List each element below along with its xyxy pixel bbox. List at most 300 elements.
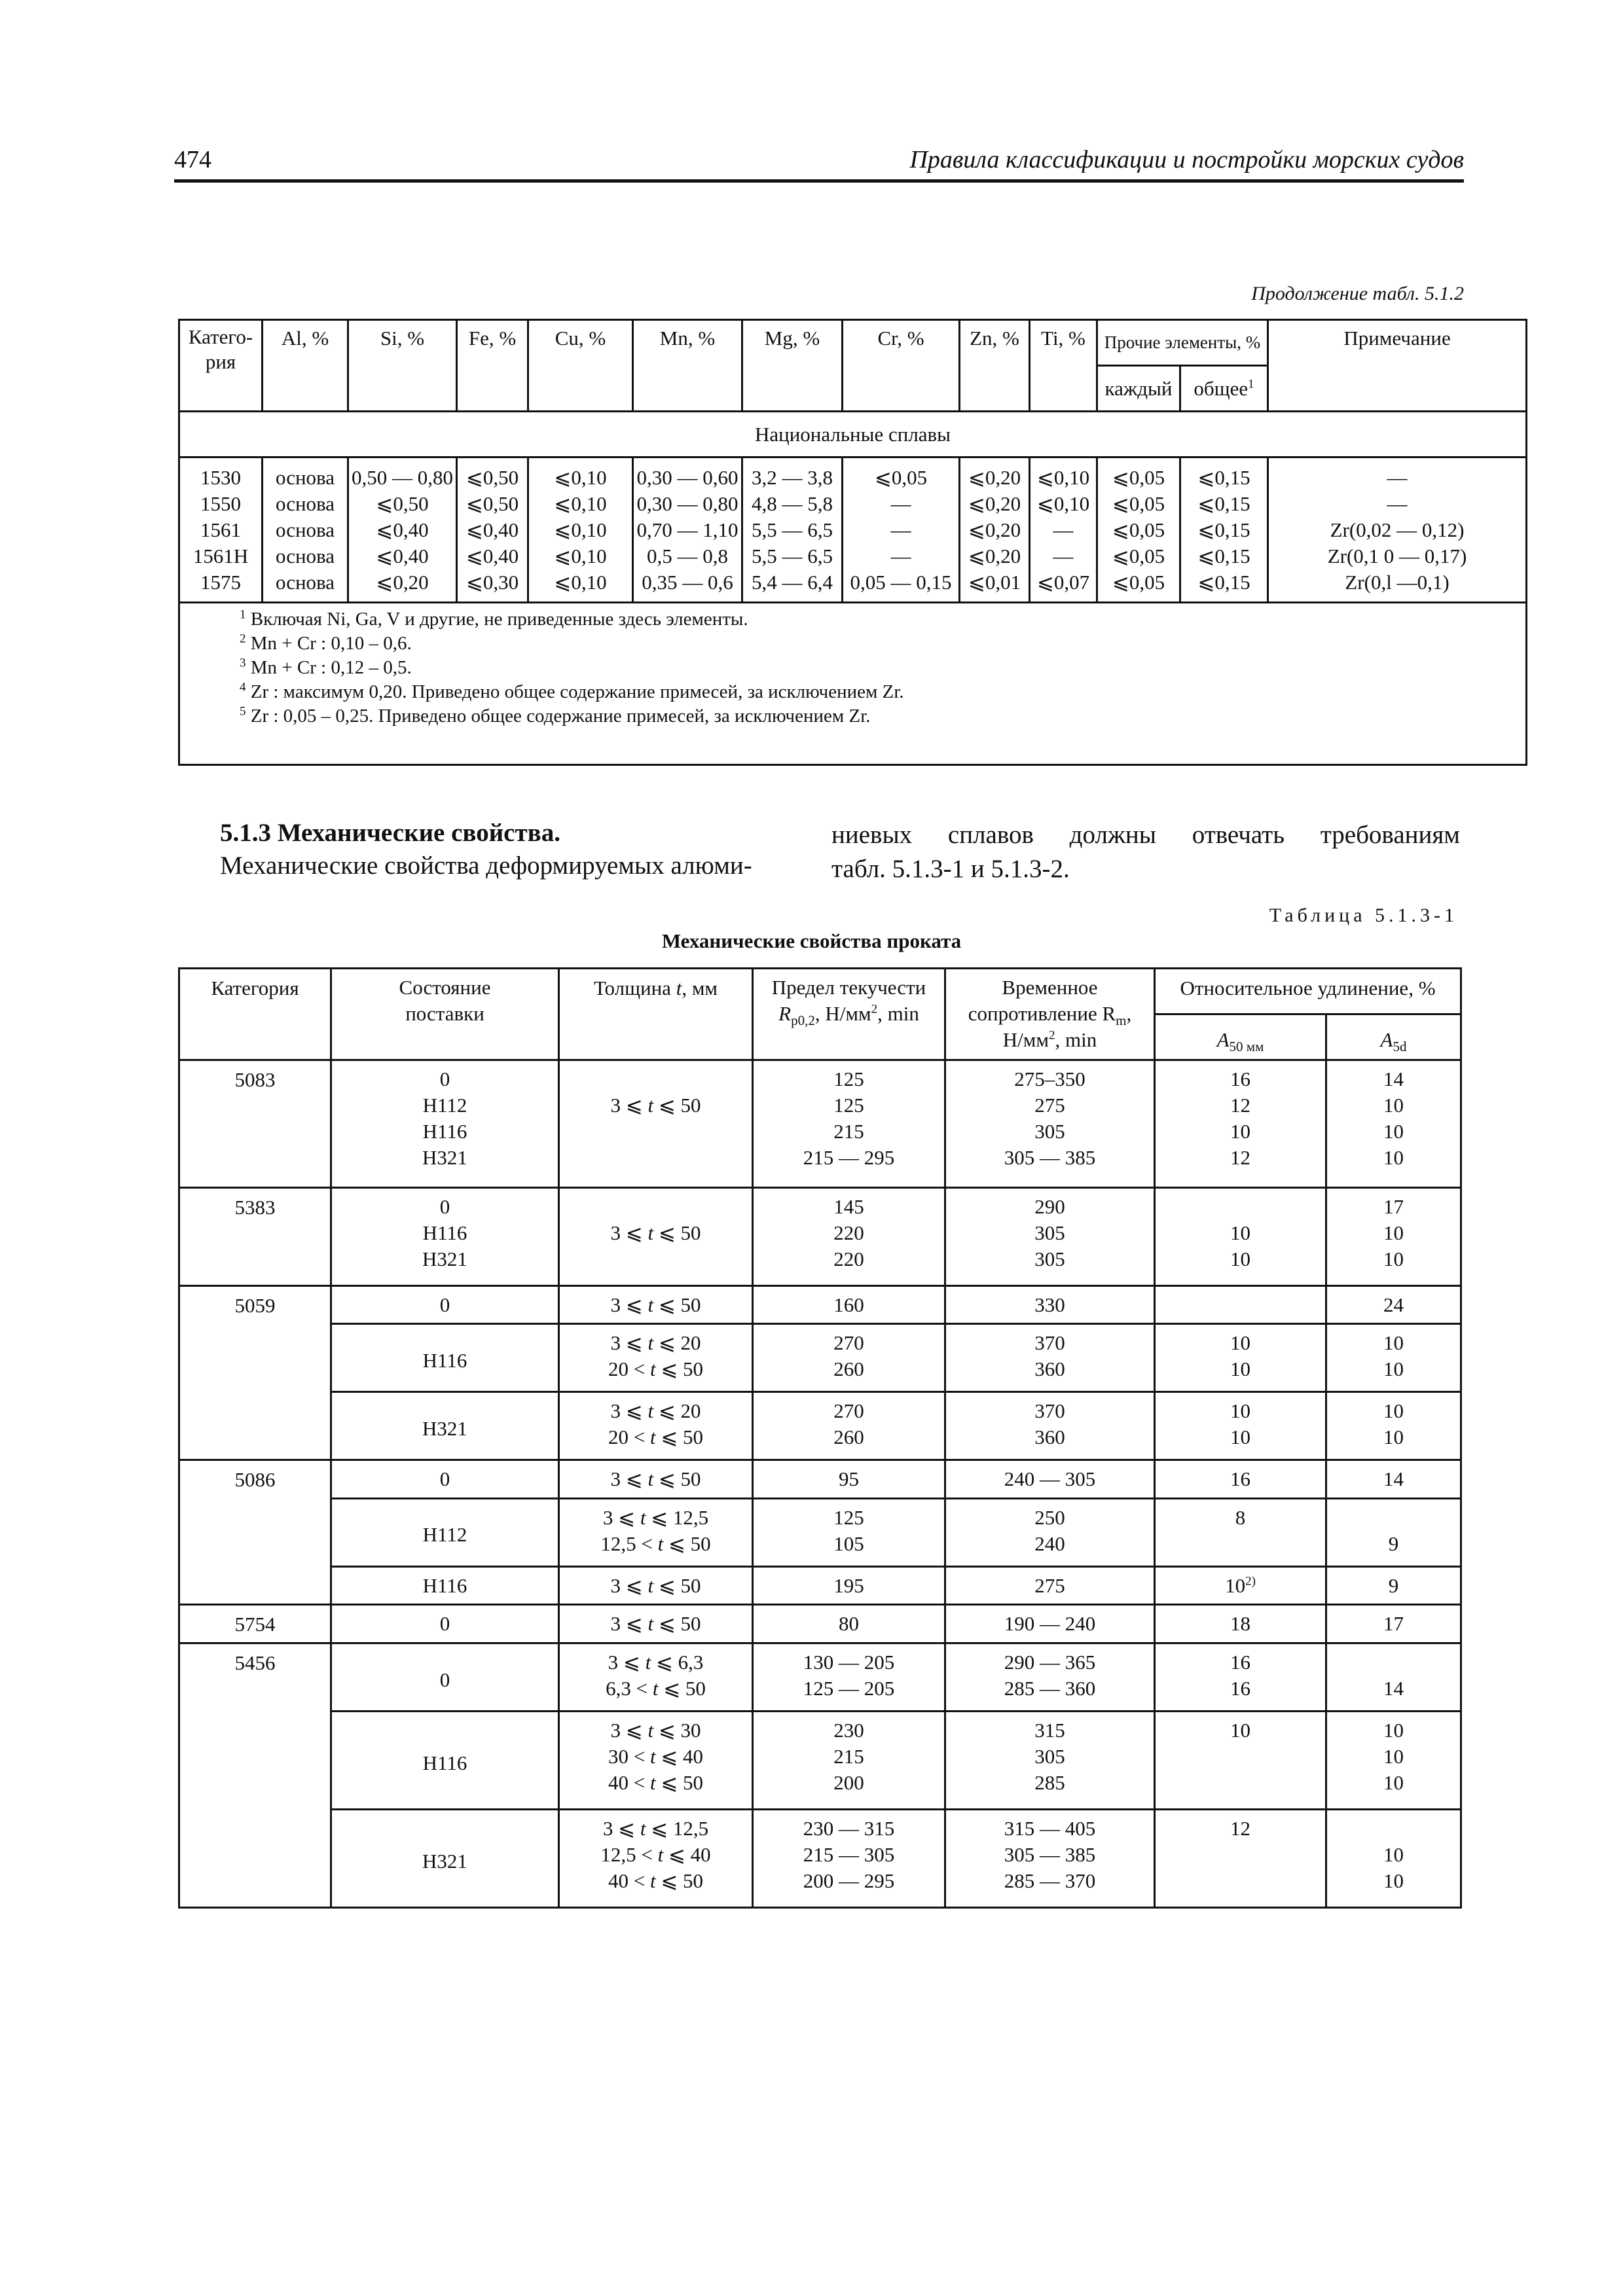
cell-line: 160 <box>833 1293 864 1317</box>
composition-value: — <box>1387 466 1408 489</box>
table-caption: Механические свойства проката <box>661 929 962 952</box>
thickness-cell <box>559 1392 753 1460</box>
cell-line: 12 <box>1230 1817 1250 1840</box>
tensile-unit-power: 2 <box>1049 1028 1055 1043</box>
a5d-subscript: 5d <box>1393 1039 1407 1055</box>
elongation-a5d-cell <box>1326 1712 1461 1810</box>
table-row <box>179 1712 1461 1810</box>
state-cell <box>331 1286 559 1324</box>
state-cell <box>331 1605 559 1643</box>
cell-line: 0 <box>439 1612 450 1635</box>
elongation-a50-cell <box>1155 1188 1326 1286</box>
cell-line: 0 <box>439 1467 450 1491</box>
state-cell <box>331 1188 559 1286</box>
cell-line <box>1158 1770 1323 1796</box>
cell-line: 10 <box>1230 1331 1250 1355</box>
elongation-a50-cell <box>1155 1566 1326 1604</box>
col-header-state <box>331 969 559 1060</box>
col-header-total-label: общее <box>1194 377 1249 400</box>
composition-value: — <box>890 545 911 567</box>
col-header-category: Катего-рия <box>179 320 263 412</box>
yield-unit: , Н/мм <box>814 1002 871 1025</box>
col-header-elongation: Относительное удлинение, % <box>1155 969 1461 1014</box>
state-cell <box>331 1324 559 1392</box>
yield-subscript: p0,2 <box>791 1013 815 1029</box>
elongation-a5d-cell <box>1326 1810 1461 1908</box>
composition-value: ⩽0,40 <box>465 545 519 567</box>
cell-line: 200 <box>833 1771 864 1795</box>
cell-line: 3 ⩽ t ⩽ 6,3 <box>608 1651 704 1674</box>
composition-value: 1561 <box>200 518 241 541</box>
note-col <box>1268 457 1527 603</box>
cell-line: 145 <box>833 1195 864 1219</box>
table-continuation-label: Продолжение табл. 5.1.2 <box>1251 283 1464 304</box>
cell-line: 0 <box>439 1293 450 1317</box>
yield-strength-cell <box>753 1324 945 1392</box>
cell-line: 3 ⩽ t ⩽ 12,5 <box>602 1505 709 1529</box>
yield-strength-cell <box>753 1460 945 1498</box>
cell-line: 14 <box>1383 1677 1404 1700</box>
composition-value: 5,5 — 6,5 <box>752 545 833 567</box>
composition-value: 0,30 — 0,60 <box>636 466 739 489</box>
col-header-each: каждый <box>1097 366 1180 412</box>
cell-line: 40 < t ⩽ 50 <box>608 1869 704 1893</box>
composition-value: ⩽0,05 <box>1112 571 1165 594</box>
cell-line: 0 <box>439 1195 450 1219</box>
tensile-label: сопротивление R <box>968 1002 1116 1025</box>
composition-value: ⩽0,05 <box>1112 492 1165 515</box>
cell-line: 305 — 385 <box>1004 1146 1096 1169</box>
elongation-a5d-cell <box>1326 1460 1461 1498</box>
cell-line: 0 <box>439 1668 450 1691</box>
footnote-mark: 4 <box>240 680 246 694</box>
composition-value: 3,2 — 3,8 <box>752 466 833 489</box>
tensile-strength-cell <box>945 1605 1155 1643</box>
table-row <box>179 1643 1461 1712</box>
yield-strength-cell <box>753 1605 945 1643</box>
cell-footnote-mark: 2) <box>1245 1574 1256 1588</box>
thickness-variable: t <box>647 1719 654 1742</box>
composition-value: Zr(0,l —0,1) <box>1345 571 1450 594</box>
thickness-cell <box>559 1566 753 1604</box>
col-header-cu: Cu, % <box>528 320 633 412</box>
cell-line: 6,3 < t ⩽ 50 <box>606 1677 706 1700</box>
cell-line: 215 — 295 <box>803 1146 895 1169</box>
elongation-a5d-cell <box>1326 1566 1461 1604</box>
cell-line: 10 <box>1383 1745 1404 1768</box>
thickness-variable: t <box>647 1399 654 1423</box>
cell-line: 14 <box>1383 1067 1404 1090</box>
cell-line: 10 <box>1230 1221 1250 1245</box>
col-header-total <box>1180 366 1268 412</box>
section-lead-text: Механические свойства деформируемых алюми- <box>220 852 752 880</box>
col-header-fe: Fe, % <box>457 320 528 412</box>
cell-line: 215 <box>833 1120 864 1143</box>
cell-line: 20 < t ⩽ 50 <box>608 1357 704 1381</box>
elongation-a50-cell <box>1155 1643 1326 1712</box>
cell-line <box>1158 1531 1323 1557</box>
state-cell <box>331 1712 559 1810</box>
a50-subscript: 50 мм <box>1229 1039 1264 1055</box>
cell-line: 200 — 295 <box>803 1869 895 1893</box>
composition-value: основа <box>275 492 335 515</box>
tensile-strength-cell <box>945 1498 1155 1566</box>
elongation-a5d-cell <box>1326 1324 1461 1392</box>
cell-line: Н116 <box>422 1751 467 1774</box>
composition-value: Zr(0,02 — 0,12) <box>1330 518 1465 541</box>
thickness-cell <box>559 1712 753 1810</box>
cell-line: 305 — 385 <box>1004 1843 1096 1867</box>
composition-value: — <box>1053 545 1074 567</box>
cell-line: 215 <box>833 1745 864 1768</box>
cell-line: 3 ⩽ t ⩽ 20 <box>610 1331 701 1355</box>
cell-line: Н116 <box>422 1120 467 1143</box>
category-cell: 5456 <box>179 1643 331 1908</box>
cell-line: 12 <box>1230 1094 1250 1117</box>
section-heading: 5.1.3 Механические свойства. <box>220 819 560 847</box>
cell-line: 125 <box>833 1505 864 1529</box>
composition-value: 1575 <box>200 571 241 594</box>
cell-line: Н112 <box>422 1094 467 1117</box>
cell-line: 14 <box>1383 1467 1404 1491</box>
cell-line: 285 — 370 <box>1004 1869 1096 1893</box>
yield-min: , min <box>877 1002 919 1025</box>
cell-line: 275 <box>1034 1573 1065 1597</box>
cell-line: 17 <box>1383 1612 1404 1635</box>
yield-strength-cell <box>753 1643 945 1712</box>
col-header-a5d <box>1326 1014 1461 1060</box>
cell-line: 230 — 315 <box>803 1817 895 1840</box>
col-header-yield <box>753 969 945 1060</box>
col-header-tensile-line-1: Временное <box>1002 976 1098 999</box>
composition-value: ⩽0,40 <box>465 518 519 541</box>
elongation-a50-cell <box>1155 1712 1326 1810</box>
cell-line: 20 < t ⩽ 50 <box>608 1426 704 1449</box>
cell-line: 10 <box>1383 1331 1404 1355</box>
composition-value: ⩽0,07 <box>1036 571 1090 594</box>
thickness-cell <box>559 1460 753 1498</box>
cell-line: 315 <box>1034 1719 1065 1742</box>
tensile-strength-cell <box>945 1712 1155 1810</box>
cell-line: 3 ⩽ t ⩽ 12,5 <box>602 1817 709 1840</box>
thickness-cell <box>559 1060 753 1188</box>
alloy-category-col <box>179 457 263 603</box>
fe-col <box>457 457 528 603</box>
composition-value: 1530 <box>200 466 241 489</box>
yield-strength-cell <box>753 1498 945 1566</box>
cell-line: 10 <box>1230 1120 1250 1143</box>
cell-line: 16 <box>1230 1467 1250 1491</box>
composition-value: ⩽0,15 <box>1197 492 1250 515</box>
tensile-strength-cell <box>945 1460 1155 1498</box>
state-cell <box>331 1643 559 1712</box>
composition-value: ⩽0,15 <box>1197 545 1250 567</box>
composition-value: ⩽0,10 <box>554 492 607 515</box>
composition-value: 0,5 — 0,8 <box>647 545 728 567</box>
tensile-unit: Н/мм <box>1002 1028 1049 1051</box>
cell-line: 260 <box>833 1357 864 1381</box>
cell-line: 250 <box>1034 1505 1065 1529</box>
cell-line: 220 <box>833 1221 864 1245</box>
cell-line: 10 <box>1383 1146 1404 1169</box>
col-header-state-line-2: поставки <box>405 1002 484 1025</box>
cell-line: 18 <box>1230 1612 1250 1635</box>
footnote-mark: 1 <box>240 607 246 622</box>
thickness-variable: t <box>652 1677 659 1700</box>
table-row <box>179 1286 1461 1324</box>
yield-strength-cell <box>753 1188 945 1286</box>
col-header-zn: Zn, % <box>960 320 1030 412</box>
cell-line: Н321 <box>422 1416 467 1440</box>
col-header-mn: Mn, % <box>633 320 742 412</box>
cell-line: 215 — 305 <box>803 1843 895 1867</box>
tensile-strength-cell <box>945 1810 1155 1908</box>
tensile-strength-cell <box>945 1324 1155 1392</box>
footnote: $^5$ Zr : 0,05 – 0,25. Приведено общее содержание примесей, за исключением Zr. <box>240 704 871 726</box>
composition-value: 1561Н <box>192 545 249 567</box>
category-cell: 5086 <box>179 1460 331 1605</box>
col-header-tensile-line-2 <box>948 1001 1152 1027</box>
cell-line: 10 <box>1383 1094 1404 1117</box>
category-cell: 5754 <box>179 1605 331 1643</box>
mg-col <box>742 457 843 603</box>
cell-line: 305 <box>1034 1247 1065 1271</box>
cell-line: 125 — 205 <box>803 1677 895 1700</box>
cell-line: 230 <box>833 1719 864 1742</box>
composition-value: — <box>890 492 911 515</box>
cell-line <box>1158 1744 1323 1770</box>
cell-line: 275 <box>1034 1094 1065 1117</box>
thickness-variable: t <box>649 1357 656 1381</box>
table-label: Таблица 5.1.3-1 <box>1269 905 1458 926</box>
composition-value: ⩽0,10 <box>1036 466 1090 489</box>
cell-line <box>1158 1194 1323 1220</box>
section-row <box>179 412 1527 457</box>
continuation-line-2: табл. 5.1.3-1 и 5.1.3-2. <box>831 855 1070 883</box>
mechanical-properties-table <box>178 967 1462 1909</box>
cell-line <box>1329 1649 1458 1676</box>
cell-line: Н116 <box>422 1221 467 1245</box>
cell-line: 195 <box>833 1573 864 1597</box>
col-header-other-elements: Прочие элементы, % <box>1097 320 1268 366</box>
cell-line: Н321 <box>422 1849 467 1873</box>
thickness-variable: t <box>647 1221 654 1245</box>
cell-line: 285 — 360 <box>1004 1677 1096 1700</box>
page-number: 474 <box>174 146 211 173</box>
running-title: Правила классификации и постройки морских судов <box>909 146 1464 173</box>
composition-value: ⩽0,05 <box>1112 466 1165 489</box>
category-cell: 5083 <box>179 1060 331 1188</box>
other-total-col <box>1180 457 1268 603</box>
col-header-cr: Cr, % <box>843 320 960 412</box>
footnote: $^4$ Zr : максимум 0,20. Приведено общее содержание примесей, за исключением Zr. <box>240 680 904 702</box>
composition-value: 0,70 — 1,10 <box>636 518 739 541</box>
ti-col <box>1030 457 1097 603</box>
thickness-variable: t <box>647 1573 654 1597</box>
cell-line: 10 <box>1230 1247 1250 1271</box>
composition-value: ⩽0,20 <box>968 466 1021 489</box>
composition-value: — <box>890 518 911 541</box>
cell-line: 16 <box>1230 1651 1250 1674</box>
cell-line: 3 ⩽ t ⩽ 50 <box>610 1573 701 1597</box>
thickness-variable: t <box>649 1869 656 1893</box>
thickness-cell <box>559 1810 753 1908</box>
composition-value: ⩽0,20 <box>968 518 1021 541</box>
cell-line: 305 <box>1034 1221 1065 1245</box>
cell-line: 360 <box>1034 1357 1065 1381</box>
cell-line: 95 <box>839 1467 859 1491</box>
elongation-a50-cell <box>1155 1324 1326 1392</box>
cr-col <box>843 457 960 603</box>
composition-value: 0,50 — 0,80 <box>352 466 453 489</box>
cell-line: 16 <box>1230 1677 1250 1700</box>
thickness-cell <box>559 1643 753 1712</box>
cell-line: 3 ⩽ t ⩽ 20 <box>610 1399 701 1423</box>
cell-line <box>1158 1292 1323 1318</box>
cell-line: 12,5 < t ⩽ 50 <box>600 1532 711 1555</box>
a50-symbol: A <box>1216 1028 1230 1051</box>
cell-line: Н116 <box>422 1573 467 1597</box>
footnotes-row <box>179 603 1527 765</box>
cell-line <box>1329 1505 1458 1531</box>
cell-line: 10 <box>1230 1357 1250 1381</box>
yield-strength-cell <box>753 1392 945 1460</box>
category-cell: 5383 <box>179 1188 331 1286</box>
category-cell: 5059 <box>179 1286 331 1460</box>
cell-line <box>1158 1868 1323 1894</box>
thickness-variable: t <box>647 1094 654 1117</box>
col-header-total-footnote: 1 <box>1248 377 1254 391</box>
thickness-variable: t <box>640 1505 646 1529</box>
cell-line: 10 <box>1230 1719 1250 1742</box>
cell-line: 360 <box>1034 1426 1065 1449</box>
continuation-line-1: ниевых сплавов должны отвечать требованиям <box>831 821 1460 849</box>
cell-line: 240 — 305 <box>1004 1467 1096 1491</box>
cell-line: 270 <box>833 1331 864 1355</box>
composition-value: ⩽0,40 <box>376 545 429 567</box>
cell-line: 3 ⩽ t ⩽ 30 <box>610 1719 701 1742</box>
elongation-a5d-cell <box>1326 1188 1461 1286</box>
composition-value: ⩽0,10 <box>554 571 607 594</box>
cell-line: 285 <box>1034 1771 1065 1795</box>
a5d-symbol: A <box>1380 1028 1393 1051</box>
cell-line: 3 ⩽ t ⩽ 50 <box>610 1612 701 1635</box>
thickness-variable: t <box>657 1532 664 1555</box>
composition-value: ⩽0,10 <box>554 545 607 567</box>
cell-line: Н116 <box>422 1348 467 1372</box>
cell-line: 290 <box>1034 1195 1065 1219</box>
composition-value: ⩽0,20 <box>968 492 1021 515</box>
col-header-category: Категория <box>179 969 331 1060</box>
state-cell <box>331 1498 559 1566</box>
si-col <box>348 457 457 603</box>
state-cell <box>331 1566 559 1604</box>
cell-line: 125 <box>833 1067 864 1090</box>
composition-value: ⩽0,20 <box>376 571 429 594</box>
cell-line: 240 <box>1034 1532 1065 1555</box>
state-cell <box>331 1460 559 1498</box>
cell-line: 315 — 405 <box>1004 1817 1096 1840</box>
cell-line: 3 ⩽ t ⩽ 50 <box>610 1094 701 1117</box>
cell-line: Н321 <box>422 1247 467 1271</box>
cell-line: 10 <box>1230 1399 1250 1423</box>
col-header-note: Примечание <box>1268 320 1527 412</box>
cell-line: 3 ⩽ t ⩽ 50 <box>610 1221 701 1245</box>
table-row <box>179 1605 1461 1643</box>
composition-value: 5,5 — 6,5 <box>752 518 833 541</box>
cell-line: 10 <box>1230 1426 1250 1449</box>
composition-value: 0,05 — 0,15 <box>850 571 952 594</box>
cell-line <box>562 1194 750 1220</box>
thickness-variable: t <box>647 1293 654 1317</box>
composition-value: 0,35 — 0,6 <box>642 571 733 594</box>
thickness-cell <box>559 1188 753 1286</box>
cell-line: 10 <box>1383 1719 1404 1742</box>
yield-strength-cell <box>753 1286 945 1324</box>
composition-value: ⩽0,10 <box>554 466 607 489</box>
elongation-a50-cell <box>1155 1605 1326 1643</box>
thickness-cell <box>559 1498 753 1566</box>
composition-value: ⩽0,50 <box>465 492 519 515</box>
col-header-ti: Ti, % <box>1030 320 1097 412</box>
thickness-variable: t <box>649 1426 656 1449</box>
page-header <box>174 145 1464 183</box>
col-header-thickness <box>559 969 753 1060</box>
cell-line <box>1329 1816 1458 1842</box>
cell-line: 105 <box>833 1532 864 1555</box>
cell-line: 260 <box>833 1426 864 1449</box>
yield-strength-cell <box>753 1810 945 1908</box>
composition-value: ⩽0,05 <box>874 466 928 489</box>
cell-line: 10 <box>1383 1221 1404 1245</box>
cell-line: 16 <box>1230 1067 1250 1090</box>
table-row <box>179 1392 1461 1460</box>
composition-value: основа <box>275 466 335 489</box>
cell-line: 10 <box>1383 1869 1404 1893</box>
col-header-yield-line-2 <box>756 1001 942 1027</box>
composition-value: 0,30 — 0,80 <box>636 492 739 515</box>
elongation-a5d-cell <box>1326 1643 1461 1712</box>
chem-header-row <box>179 320 1527 366</box>
elongation-a50-cell <box>1155 1060 1326 1188</box>
table-row <box>179 1810 1461 1908</box>
cell-line: 275–350 <box>1014 1067 1085 1090</box>
col-header-yield-line-1: Предел текучести <box>771 976 926 999</box>
chem-data-row <box>179 457 1527 603</box>
tensile-strength-cell <box>945 1286 1155 1324</box>
cell-line: 190 — 240 <box>1004 1612 1096 1635</box>
composition-value: ⩽0,01 <box>968 571 1021 594</box>
thickness-variable: t <box>647 1331 654 1355</box>
cell-line <box>562 1066 750 1092</box>
cu-col <box>528 457 633 603</box>
elongation-a5d-cell <box>1326 1286 1461 1324</box>
elongation-a50-cell <box>1155 1498 1326 1566</box>
composition-value: основа <box>275 545 335 567</box>
cell-line: 290 — 365 <box>1004 1651 1096 1674</box>
cell-line: 24 <box>1383 1293 1404 1317</box>
cell-line: 270 <box>833 1399 864 1423</box>
composition-value: ⩽0,05 <box>1112 518 1165 541</box>
col-header-mg: Mg, % <box>742 320 843 412</box>
cell-line: 125 <box>833 1094 864 1117</box>
tensile-comma: , <box>1126 1002 1132 1025</box>
cell-line: 12,5 < t ⩽ 40 <box>600 1843 711 1867</box>
yield-strength-cell <box>753 1566 945 1604</box>
cell-line: 30 < t ⩽ 40 <box>608 1745 704 1768</box>
elongation-a50-cell <box>1155 1810 1326 1908</box>
elongation-a5d-cell <box>1326 1392 1461 1460</box>
